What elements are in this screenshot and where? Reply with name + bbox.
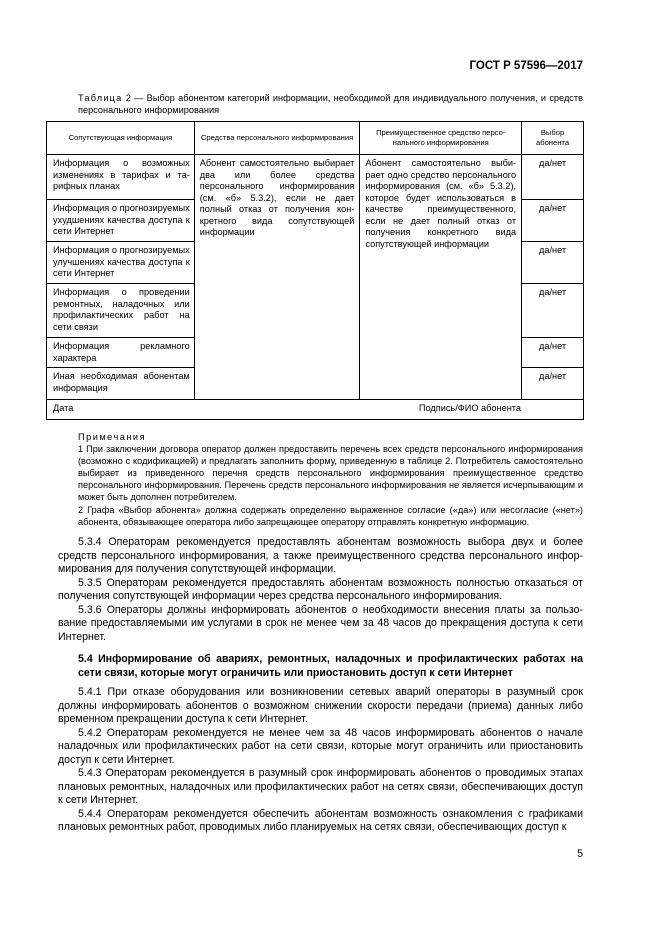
section-5-4-title: 5.4 Информирование об авариях, ремонтных, наладочных и профилактических работах на сети связи, которые могут ограничить или приостановить доступ к сети Интернет: [78, 653, 583, 679]
info-choice-table: [46, 121, 584, 420]
choice-cell[interactable]: да/нет: [522, 368, 584, 400]
info-cell: Информация рекламного характера: [47, 338, 195, 368]
paragraph-5-4-4: 5.4.4 Операторам рекомендуется обеспечить абонентам возможность ознакомления с графиками плановых ремонтных работ, проводимых либо планируемых на сетях связи, обеспечивающих доступ к: [58, 807, 583, 833]
header-choice: Выбор абонента: [522, 122, 584, 155]
choice-cell[interactable]: да/нет: [522, 200, 584, 242]
info-cell: Информация о прогнозируемых улучшениях качества доступа к сети Интернет: [47, 242, 195, 284]
note-2: 2 Графа «Выбор абонента» должна содержать определенно выраженное согласие («да») или несогласие («нет») абонента, обязывающее оператора либо запрещающее оператору отправлять конкретную информацию.: [78, 505, 583, 527]
info-cell: Информация о прогнозируемых ухудшениях качества доступа к сети Интернет: [47, 200, 195, 242]
choice-cell[interactable]: да/нет: [522, 155, 584, 200]
header-means: Средства персонального информирования: [194, 122, 360, 155]
info-cell: Информация о возможных изменениях в тарифах и тарифных планах: [47, 155, 195, 200]
signature-row: [47, 400, 584, 420]
table-caption: [78, 92, 583, 116]
preferred-means-cell: Абонент самостоятельно выбирает одно средство персонального информирования (см. «б» 5.3.2), которое будет использоваться в качестве преимущественного, если не дает полный отказ от получения конкретного вида сопутствующей информации: [360, 155, 522, 400]
table-header-row: [47, 122, 584, 155]
paragraph-5-3-6: 5.3.6 Операторы должны информировать абонентов о необходимости внесения платы за пользование предоставляемыми им услугами в срок не менее чем за 48 часов до прекращения доступа к сети Интернет.: [58, 603, 583, 643]
paragraphs-5-3: [58, 536, 583, 644]
info-cell: Иная необходимая абонентам информация: [47, 368, 195, 400]
page-number: 5: [577, 848, 583, 860]
paragraphs-5-4: [58, 686, 583, 835]
choice-cell[interactable]: да/нет: [522, 242, 584, 284]
date-cell: Дата: [47, 400, 360, 420]
standard-number: ГОСТ Р 57596—2017: [469, 60, 583, 72]
notes: [78, 431, 583, 528]
means-cell: Абонент самостоятельно выбирает два или более средства персонального информирования (см. «б» 5.3.2), если не дает полный отказ от получения конкретного вида сопутствующей информации: [194, 155, 360, 400]
paragraph-5-4-3: 5.4.3 Операторам рекомендуется в разумный срок информировать абонентов о проводимых этапах плановых ремонтных, наладочных или профилактических работ на сетях связи, обеспечивающих доступ к сети Интернет.: [58, 767, 583, 806]
choice-cell[interactable]: да/нет: [522, 284, 584, 338]
paragraph-5-3-4: 5.3.4 Операторам рекомендуется предоставлять абонентам возможность выбора двух и более средств персонального информирования, а также преимущественного средства персонального информирования для получения сопутствующей информации.: [58, 536, 583, 575]
header-accompanying-info: Сопутствующая информация: [47, 122, 195, 155]
signature-cell: Подпись/ФИО абонента: [360, 400, 584, 420]
caption-label: Таблица: [78, 93, 123, 103]
header-preferred-means: Преимущественное средство персонального информирования: [360, 122, 522, 155]
caption-text: 2 — Выбор абонентом категорий информации, необходимой для индивидуального получения, и средств персонального информирования: [78, 93, 583, 115]
paragraph-5-4-1: 5.4.1 При отказе оборудования или возникновении сетевых аварий операторы в разумный срок должны информировать абонентов о возможном снижении скорости передачи (приема) данных либо временном прекращении доступа к сети Интернет.: [58, 686, 583, 725]
notes-heading: Примечания: [78, 432, 147, 442]
choice-cell[interactable]: да/нет: [522, 338, 584, 368]
paragraph-5-3-5: 5.3.5 Операторам рекомендуется предоставлять абонентам возможность полностью отказаться от получения сопутствующей информации через средства персонального информирования.: [58, 576, 583, 602]
table-row: [47, 155, 584, 200]
paragraph-5-4-2: 5.4.2 Операторам рекомендуется не менее чем за 48 часов информировать абонентов о начале наладочных или профилактических работ на сети связи, которые могут ограничить или приостановить доступ к сети Интернет.: [58, 726, 583, 766]
note-1: 1 При заключении договора оператор должен предоставить перечень всех средств персонального информирования (возможно с кодификацией) и предлагать заполнить форму, приведенную в таблице 2. Потребитель самостоятельно выбирает из приведенного перечня средств персонального информирования преимущественное средство персонального информирования. Перечень средств персонального информирования не является исчерпывающим и может быть дополнен потребителем.: [78, 444, 583, 502]
info-cell: Информация о проведении ремонтных, наладочных или профилактических работ на сети связи: [47, 284, 195, 338]
